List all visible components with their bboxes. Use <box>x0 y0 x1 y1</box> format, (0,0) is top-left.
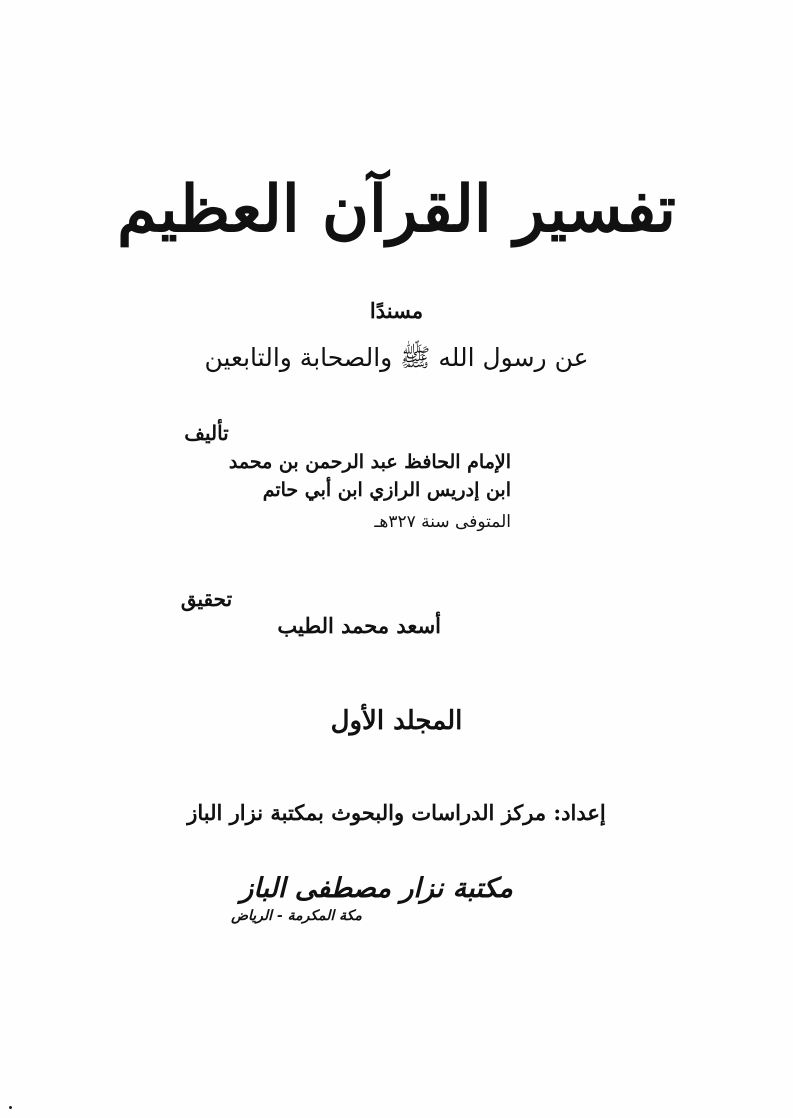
tahqiq-label: تحقيق <box>180 587 233 611</box>
author-death-date: المتوفى سنة ٣٢٧هـ <box>374 512 511 532</box>
publisher-name: مكتبة نزار مصطفى الباز <box>240 873 513 904</box>
publisher-cities: مكة المكرمة - الرياض <box>231 908 362 924</box>
author-block <box>181 448 511 536</box>
editor-name: أسعد محمد الطيب <box>277 613 441 638</box>
author-name-line-1: الإمام الحافظ عبد الرحمن بن محمد <box>228 451 511 473</box>
prepared-by: إعداد: مركز الدراسات والبحوث بمكتبة نزار الباز <box>187 800 606 825</box>
volume-label: المجلد الأول <box>330 706 463 736</box>
scan-speck <box>9 1106 12 1109</box>
book-title: تفسير القرآن العظيم <box>117 172 676 247</box>
author-name-line-2: ابن إدريس الرازي ابن أبي حاتم <box>262 479 511 501</box>
subtitle-description: عن رسول الله ﷺ والصحابة والتابعين <box>204 343 589 372</box>
author-label: تأليف <box>184 421 229 445</box>
subtitle-musnad: مسندًا <box>369 298 424 323</box>
